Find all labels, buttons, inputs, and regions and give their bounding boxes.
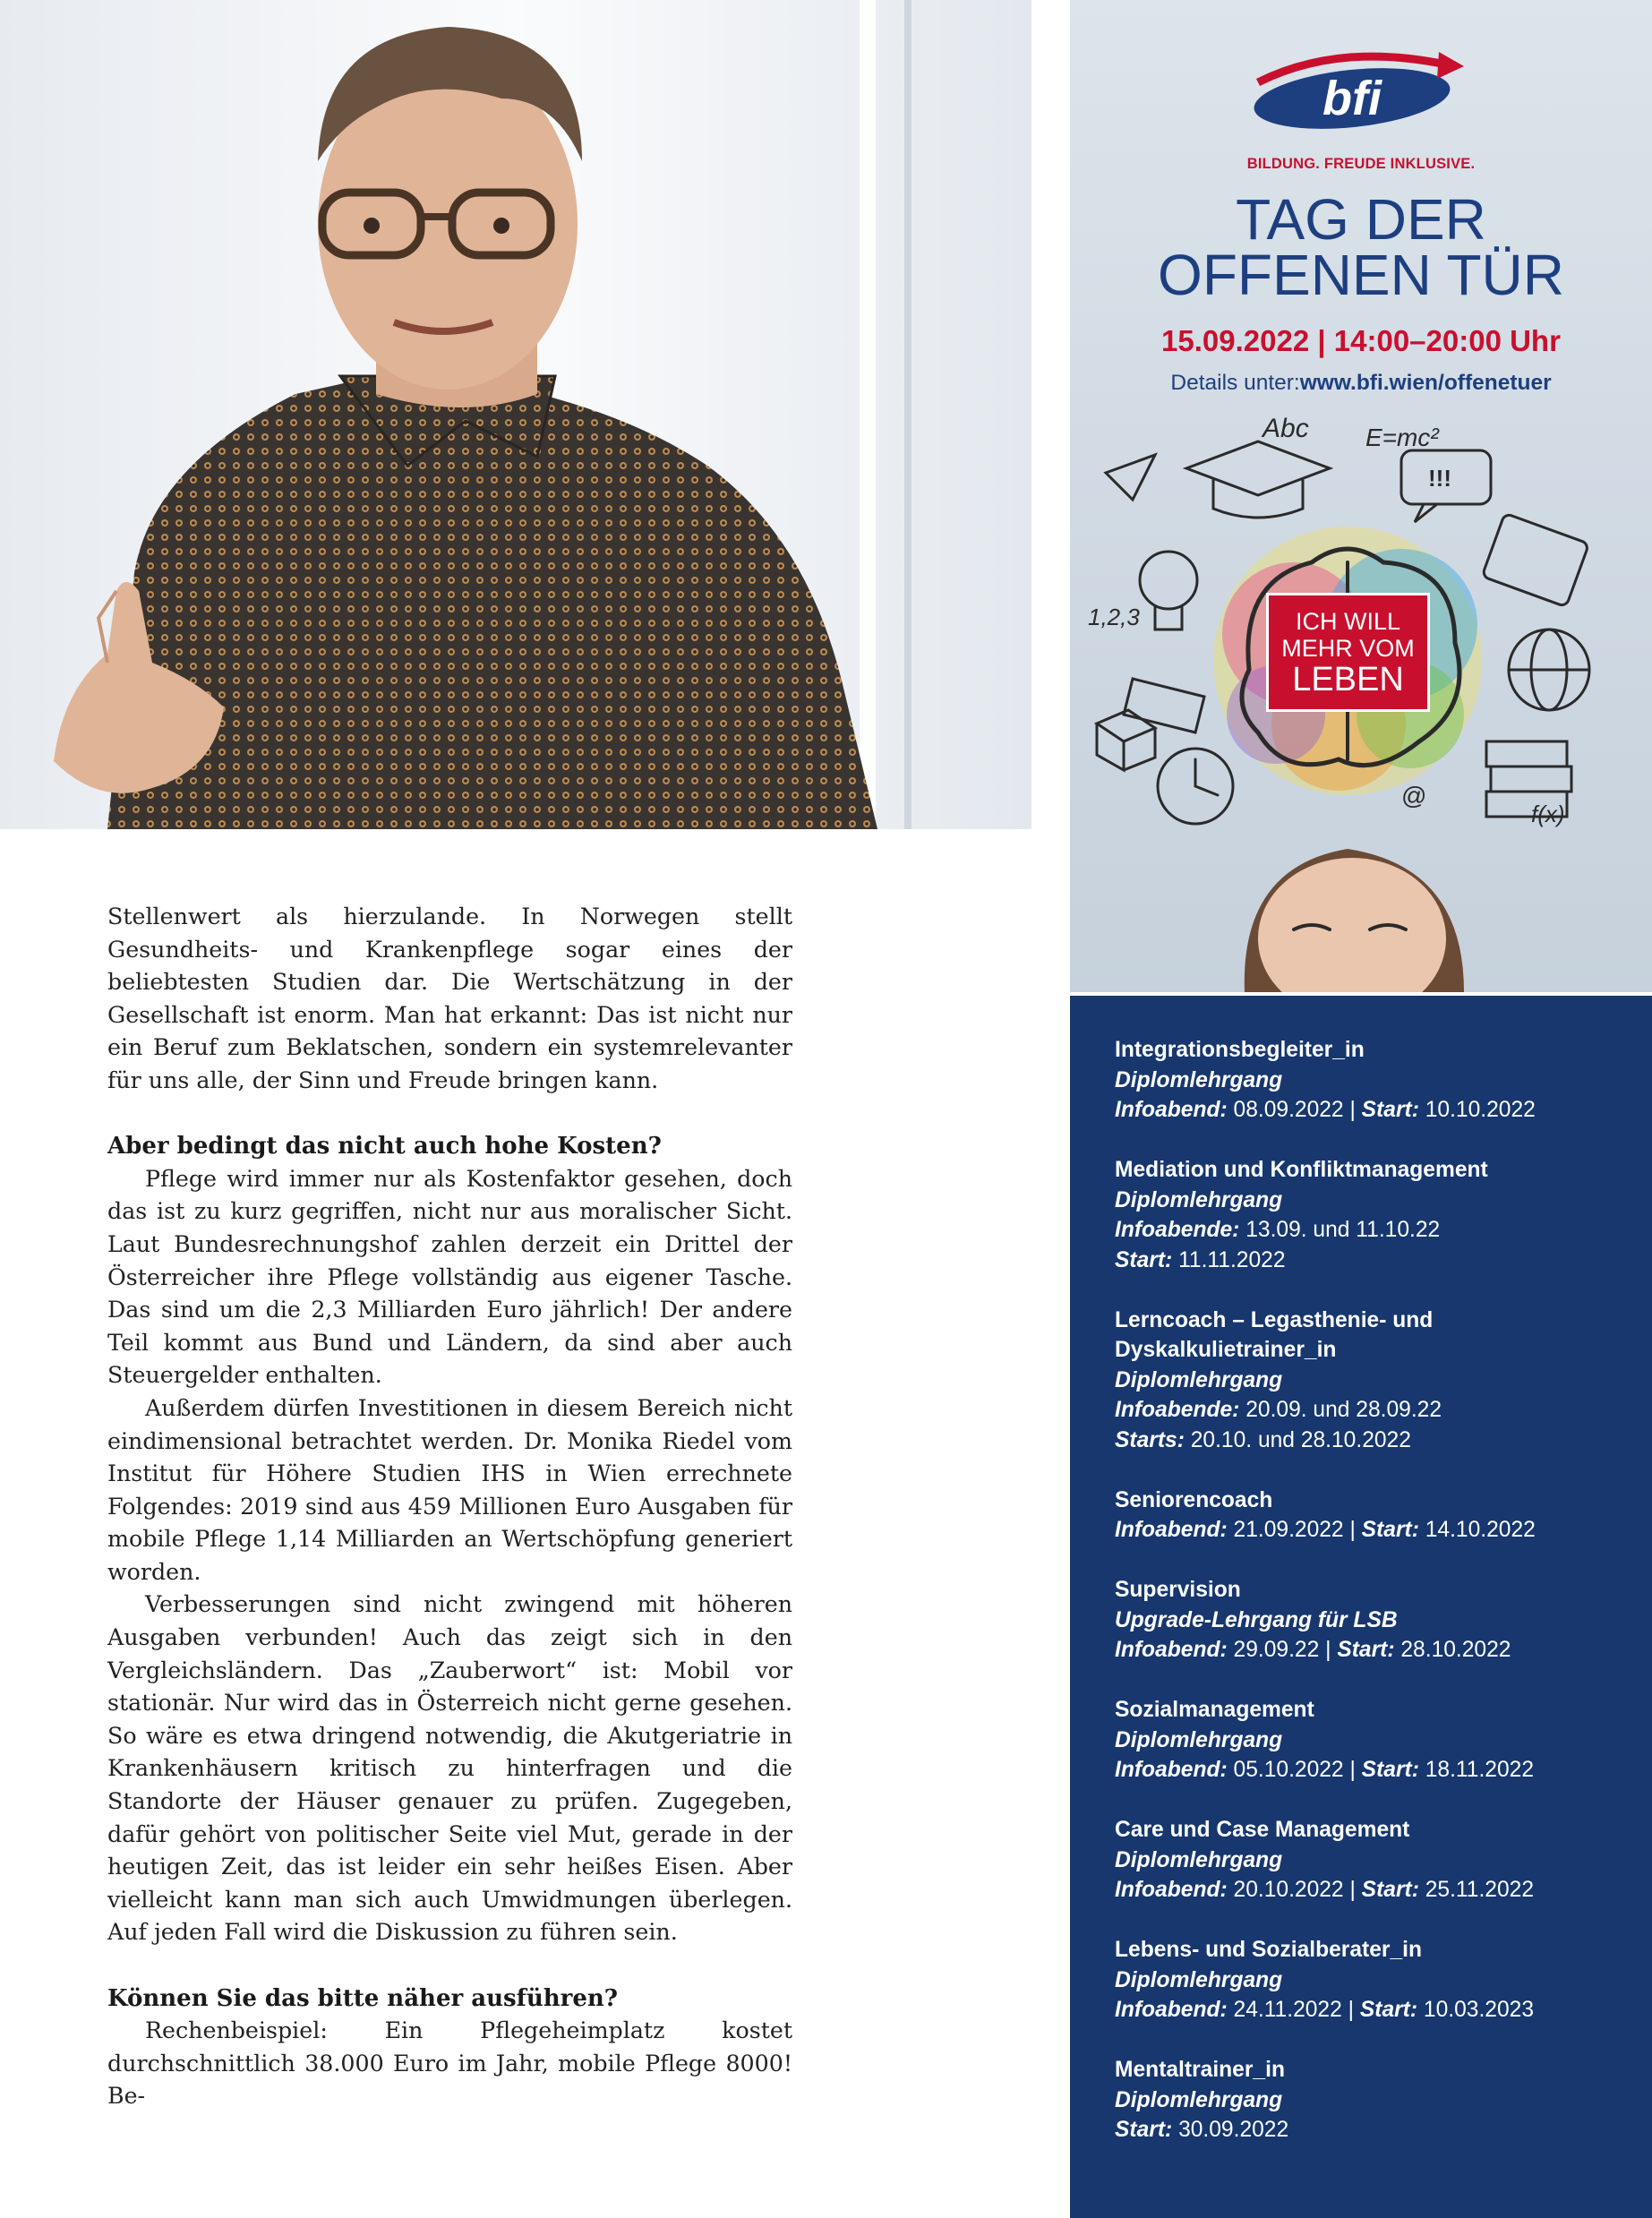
slogan-badge — [1266, 593, 1430, 712]
course-date-value: 20.10. und 28.10.2022 — [1184, 1427, 1411, 1452]
bfi-logo-text: bfi — [1322, 72, 1382, 125]
bfi-logo — [1070, 47, 1652, 136]
slogan-line-1: ICH WILL — [1295, 607, 1401, 635]
details-prefix: Details unter: — [1170, 371, 1300, 395]
course-date-label: Infoabend: — [1115, 1998, 1228, 2022]
course-type: Diplomlehrgang — [1115, 1727, 1283, 1752]
course-date-label: Start: — [1361, 1758, 1419, 1782]
course-date-value: 14.10.2022 — [1418, 1518, 1536, 1542]
course-date-label: Infoabend: — [1115, 1518, 1228, 1542]
course-date-label: Starts: — [1115, 1427, 1185, 1452]
article-intro-paragraph: Stellenwert als hierzulande. In Norwegen stellt Gesundheits- und Krankenpflege sogar eines der beliebtesten Studien dar. Die Wertschätzung in der Gesellschaft ist enorm. Man hat erkannt: Das ist nicht nur ein Beruf zum Beklatschen, sondern ein systemrelevanter für uns alle, der Sinn und Freude bringen kann. — [107, 903, 792, 1093]
course-date-value: 20.10.2022 | — [1227, 1878, 1362, 1902]
course-date-value: 13.09. und 11.10.22 — [1239, 1218, 1441, 1242]
course-title: Supervision — [1115, 1578, 1241, 1602]
course-date-value: 21.09.2022 | — [1227, 1518, 1362, 1542]
ad-headline — [1070, 187, 1652, 307]
course-dates-line — [1115, 1635, 1634, 1666]
course-item — [1115, 1486, 1634, 1546]
course-date-label: Infoabende: — [1115, 1218, 1240, 1242]
ad-headline-line-2: OFFENEN TÜR — [1158, 243, 1564, 307]
course-dates-line — [1115, 1395, 1634, 1426]
article-subheading-details: Können Sie das bitte näher ausführen? — [107, 1984, 619, 2012]
details-url-link[interactable]: www.bfi.wien/offenetuer — [1299, 371, 1552, 395]
man-portrait-illustration — [0, 0, 1031, 829]
course-title: Care und Case Management — [1115, 1818, 1410, 1842]
course-date-label: Infoabend: — [1115, 1098, 1228, 1122]
course-date-label: Start: — [1337, 1638, 1395, 1662]
course-item — [1115, 1815, 1634, 1905]
course-date-label: Start: — [1361, 1518, 1419, 1542]
course-date-value: 10.03.2023 — [1417, 1998, 1534, 2022]
course-item — [1115, 1935, 1634, 2025]
course-title: Mentaltrainer_in — [1115, 2058, 1285, 2082]
course-date-value: 24.11.2022 | — [1227, 1998, 1360, 2022]
course-date-label: Infoabend: — [1115, 1758, 1228, 1782]
course-title: Integrationsbegleiter_in — [1115, 1038, 1365, 1062]
event-details — [1070, 371, 1652, 396]
bfi-advertisement — [1070, 0, 1652, 2218]
article-paragraph: Rechenbeispiel: Ein Pflegeheimplatz kostet durchschnittlich 38.000 Euro im Jahr, mobile Pflege 8000! Be- — [107, 2017, 792, 2110]
article-body — [107, 901, 792, 2113]
course-dates-line — [1115, 1426, 1634, 1456]
bfi-logo-mark — [1070, 47, 1652, 136]
course-date-value: 11.11.2022 — [1172, 1247, 1286, 1272]
course-item — [1115, 1035, 1634, 1126]
course-title: Seniorencoach — [1115, 1487, 1273, 1512]
course-type: Diplomlehrgang — [1115, 1187, 1283, 1212]
course-item — [1115, 1306, 1634, 1456]
course-list-panel — [1070, 992, 1652, 2218]
course-dates-line — [1115, 1246, 1634, 1276]
course-date-value: 28.10.2022 — [1394, 1638, 1511, 1662]
course-title: Lebens- und Sozialberater_in — [1115, 1938, 1423, 1962]
article-paragraph: Verbesserungen sind nicht zwingend mit höheren Ausgaben verbunden! Auch das zeigt sich in den Vergleichsländern. Das „Zauberwort“ ist: Mobil vor stationär. Nur wird das in Österreich nicht gerne gesehen. So wäre es etwa dringend notwendig, die Akutgeriatrie in Krankenhäusern kritisch zu hinterfragen und die Standorte der Häuser genauer zu prüfen. Zugegeben, dafür gehört von politischer Seite viel Mut, gerade in der heutigen Zeit, das ist leider ein sehr heißes Eisen. Aber vielleicht kann man sich auch Umwidmungen überlegen. Auf jeden Fall wird die Diskussion zu führen sein. — [107, 1591, 792, 1946]
course-date-value: 18.11.2022 — [1418, 1758, 1535, 1782]
course-dates-line — [1115, 1095, 1634, 1126]
doodle-formula-text: E=mc² — [1365, 424, 1439, 451]
course-date-label: Start: — [1361, 1098, 1419, 1122]
article-subheading-costs: Aber bedingt das nicht auch hohe Kosten? — [107, 1133, 662, 1160]
interview-photo — [0, 0, 1031, 829]
course-title: Mediation und Konfliktmanagement — [1115, 1158, 1488, 1182]
course-type: Diplomlehrgang — [1115, 1367, 1283, 1392]
doodle-abc-text: Abc — [1263, 414, 1309, 443]
slogan-line-2: MEHR VOM — [1281, 634, 1415, 662]
course-date-value: 10.10.2022 — [1418, 1098, 1536, 1122]
course-type: Diplomlehrgang — [1115, 1067, 1283, 1092]
course-type: Diplomlehrgang — [1115, 1847, 1283, 1872]
course-dates-line — [1115, 2115, 1634, 2145]
course-date-label: Start: — [1359, 1998, 1418, 2022]
course-date-value: 25.11.2022 — [1418, 1878, 1535, 1902]
course-item — [1115, 2055, 1634, 2145]
course-date-value: 20.09. und 28.09.22 — [1239, 1398, 1442, 1422]
course-date-label: Start: — [1115, 2118, 1173, 2142]
course-title: Lerncoach – Legasthenie- und Dyskalkulietrainer_in — [1115, 1307, 1434, 1362]
course-item — [1115, 1695, 1634, 1786]
course-type: Diplomlehrgang — [1115, 1967, 1283, 1992]
doodle-at-text: @ — [1401, 782, 1427, 809]
ad-hero-panel — [1070, 0, 1652, 992]
course-date-value: 29.09.22 | — [1227, 1638, 1338, 1662]
course-dates-line — [1115, 1755, 1634, 1786]
course-dates-line — [1115, 1215, 1634, 1246]
article-paragraph: Außerdem dürfen Investitionen in diesem Bereich nicht eindimensional betrachtet werden. Dr. Monika Riedel vom Institut für Höhere Studien IHS in Wien errechnete Folgendes: 2019 sind aus 459 Millionen Euro Ausgaben für mobile Pflege 1,14 Milliarden an Wertschöpfung generiert worden. — [107, 1394, 792, 1585]
course-date-value: 08.09.2022 | — [1227, 1098, 1362, 1122]
course-type: Diplomlehrgang — [1115, 2087, 1283, 2112]
course-date-label: Start: — [1115, 1247, 1173, 1272]
course-date-value: 05.10.2022 | — [1227, 1758, 1362, 1782]
doodle-numbers-text: 1,2,3 — [1088, 604, 1140, 630]
course-type: Upgrade-Lehrgang für LSB — [1115, 1607, 1398, 1632]
course-date-value: 30.09.2022 — [1172, 2118, 1289, 2142]
course-dates-line — [1115, 1515, 1634, 1546]
course-date-label: Infoabend: — [1115, 1638, 1228, 1662]
course-list — [1115, 1035, 1634, 2175]
bfi-tagline: BILDUNG. FREUDE INKLUSIVE. — [1246, 156, 1476, 172]
course-date-label: Infoabende: — [1115, 1398, 1240, 1422]
course-date-label: Start: — [1361, 1878, 1419, 1902]
course-item — [1115, 1575, 1634, 1666]
slogan-line-3: LEBEN — [1292, 660, 1404, 698]
ad-headline-line-1: TAG DER — [1236, 187, 1486, 252]
course-dates-line — [1115, 1995, 1634, 2025]
doodle-fx-text: f(x) — [1531, 801, 1565, 827]
course-date-label: Infoabend: — [1115, 1878, 1228, 1902]
article-paragraph: Pflege wird immer nur als Kostenfaktor gesehen, doch das ist zu kurz gegriffen, nicht nur aus moralischer Sicht. Laut Bundesrechnungshof zahlen derzeit ein Drittel der Österreicher ihre Pflege vollständig aus eigener Tasche. Das sind um die 2,3 Milliarden Euro jährlich! Der andere Teil kommt aus Bund und Ländern, da sind aber auch Steuergelder enthalten. — [107, 1165, 792, 1389]
course-item — [1115, 1155, 1634, 1275]
doodle-exclaim-text: !!! — [1428, 465, 1451, 492]
event-date-time: 15.09.2022 | 14:00–20:00 Uhr — [1161, 324, 1561, 357]
course-title: Sozialmanagement — [1115, 1698, 1314, 1722]
course-dates-line — [1115, 1875, 1634, 1905]
